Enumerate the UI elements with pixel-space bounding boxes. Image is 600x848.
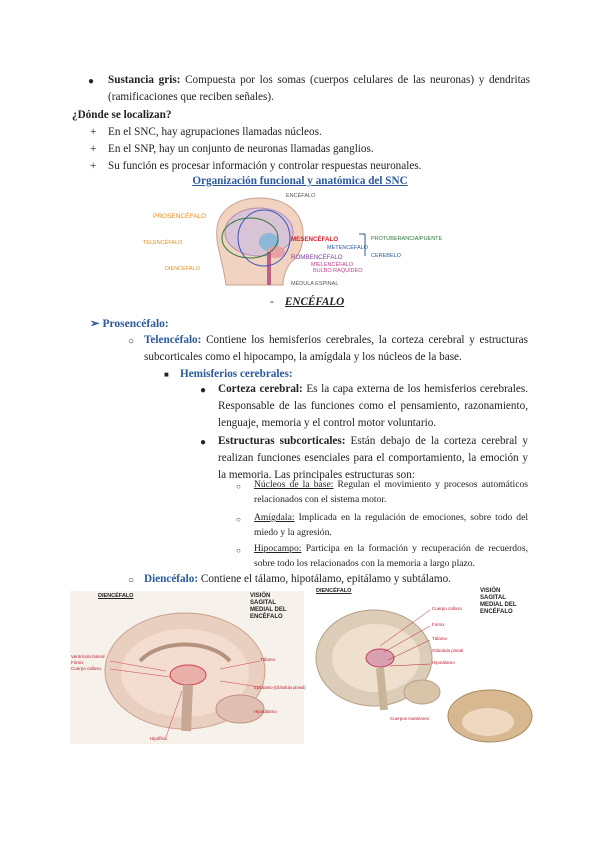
label-ventriculo: Ventrículo lateral: [71, 654, 105, 659]
sub-item-term: Núcleos de la base:: [254, 479, 334, 490]
label-hipotalamo: Hipotálamo: [254, 709, 277, 714]
figure2-right-title-1: VISIÓN: [480, 588, 501, 594]
label-cerebelo: CEREBELO: [371, 253, 401, 259]
label-cuerpo-calloso: Cuerpo calloso: [71, 666, 102, 671]
sub-item-amigdala: [254, 510, 528, 540]
telencefalo-term: Telencéfalo:: [144, 334, 202, 346]
plus-marker: +: [90, 143, 97, 155]
label-hipofisis: Hipófisis: [150, 736, 168, 741]
figure2-right-title-3: MEDIAL DEL: [480, 602, 517, 608]
label-mesencefalo: MESENCÉFALO: [291, 236, 339, 243]
label-diencefalo: DIENCÉFALO: [165, 266, 200, 272]
donde-item-3: Su función es procesar información y controlar respuestas neuronales.: [108, 160, 422, 172]
telencefalo-paragraph: [144, 332, 528, 366]
label-medula: MÉDULA ESPINAL: [291, 281, 339, 287]
donde-item-1: En el SNC, hay agrupaciones llamadas núcleos.: [108, 126, 322, 138]
subcorticales-term: Estructuras subcorticales:: [218, 435, 346, 447]
figure2-left-title-4: ENCÉFALO: [250, 614, 283, 620]
sub-item-nucleos: [254, 477, 528, 507]
label-telencefalo: TELENCÉFALO: [143, 240, 183, 246]
sub-item-hipocampo: [254, 541, 528, 571]
sub-item-term: Amígdala:: [254, 512, 295, 523]
label-bulbo: BULBO RAQUÍDEO: [313, 268, 363, 274]
label-encefalo: ENCÉFALO: [286, 193, 316, 199]
label-r-mamilares: Cuerpos mamilares: [390, 716, 430, 721]
label-fornix: Fórnix: [71, 660, 84, 665]
label-r-cuerpo-calloso: Cuerpo calloso: [432, 606, 463, 611]
sustancia-gris-text: Compuesta por los somas (cuerpos celulares de las neuronas) y dendritas (ramificaciones que reciben señales).: [108, 74, 530, 103]
plus-marker: +: [90, 160, 97, 172]
figure2-right-title-2: SAGITAL: [480, 595, 506, 601]
label-rombencefalo: ROMBENCÉFALO: [291, 254, 343, 261]
encefalo-caption: [270, 294, 344, 311]
sustancia-gris-paragraph: [108, 72, 530, 106]
hemisferios-heading: Hemisferios cerebrales:: [180, 368, 293, 380]
label-prosencefalo: PROSENCÉFALO: [153, 213, 207, 220]
sub-item-text: Regulan el movimiento y procesos automáticos relacionados con el sistema motor.: [254, 479, 528, 505]
circle-bullet: ○: [236, 515, 241, 524]
diencefalo-figure-right: [310, 586, 530, 744]
diencefalo-figure-left: [70, 591, 304, 744]
sub-item-text: Participa en la formación y recuperación de recuerdos, sobre todo los relacionados con la memoria a largo plazo.: [254, 543, 528, 569]
telencefalo-text: Contiene los hemisferios cerebrales, la corteza cerebral y estructuras subcorticales como el hipocampo, la amígdala y los núcleos de la base.: [144, 334, 528, 363]
caption-text: ENCÉFALO: [284, 296, 345, 308]
figure2-left-title-3: MEDIAL DEL: [250, 607, 287, 613]
arrow-icon: ➢: [90, 318, 100, 330]
figure2-right-title-4: ENCÉFALO: [480, 609, 513, 615]
subcorticales-text: Están debajo de la corteza cerebral y realizan funciones esenciales para el comportamiento, la emoción y la memoria. Las principales estructuras son:: [218, 435, 528, 481]
circle-bullet: ○: [236, 482, 241, 491]
plus-marker: +: [90, 126, 97, 138]
diencefalo-text: Contiene el tálamo, hipotálamo, epitálamo y subtálamo.: [200, 573, 451, 585]
corteza-paragraph: [218, 381, 528, 432]
figure1-title: Organización funcional y anatómica del SNC: [192, 175, 408, 187]
caption-dash: -: [270, 296, 274, 308]
label-r-talamo: Tálamo: [432, 636, 448, 641]
snc-organization-figure: [143, 190, 449, 290]
figure2-left-tag: DIENCÉFALO: [98, 593, 134, 599]
figure2-left-title-1: VISIÓN: [250, 593, 271, 599]
prosencefalo-heading: [90, 316, 169, 333]
label-r-hipotalamo: Hipotálamo: [432, 660, 455, 665]
bullet-dot: ●: [200, 385, 207, 396]
circle-bullet: ○: [236, 546, 241, 555]
label-r-fornix: Fórnix: [432, 622, 445, 627]
bullet-dot: ●: [88, 76, 95, 87]
sustancia-gris-term: Sustancia gris:: [108, 74, 181, 86]
corteza-term: Corteza cerebral:: [218, 383, 303, 395]
label-protuberancia: PROTUBERANCIA/PUENTE: [371, 236, 443, 242]
label-talamo: Tálamo: [260, 657, 276, 662]
diencefalo-term: Diencéfalo:: [144, 573, 199, 585]
sub-item-text: Implicada en la regulación de emociones, sobre todo del miedo y la agresión.: [254, 512, 528, 538]
corteza-text: Es la capa externa de los hemisferios cerebrales. Responsable de las funciones como el pensamiento, razonamiento, lenguaje, memoria y el control motor voluntario.: [218, 383, 528, 429]
donde-heading: ¿Dónde se localizan?: [72, 109, 172, 121]
label-r-pineal: Glándula pineal: [432, 648, 464, 653]
figure2-left-title-2: SAGITAL: [250, 600, 276, 606]
label-epitalamo: Epitálamo (Glándula pineal): [254, 685, 306, 690]
donde-item-2: En el SNP, hay un conjunto de neuronas llamadas ganglios.: [108, 143, 374, 155]
sub-item-term: Hipocampo:: [254, 543, 302, 554]
circle-bullet: ○: [128, 336, 135, 347]
prosencefalo-label: Prosencéfalo:: [102, 318, 169, 330]
circle-bullet: ○: [128, 575, 135, 586]
label-metencefalo: METENCÉFALO: [327, 245, 368, 251]
square-bullet: ■: [164, 370, 169, 379]
figure2-right-tag: DIENCÉFALO: [316, 588, 352, 594]
label-mielencefalo: MIELENCÉFALO: [311, 262, 354, 268]
bullet-dot: ●: [200, 437, 207, 448]
